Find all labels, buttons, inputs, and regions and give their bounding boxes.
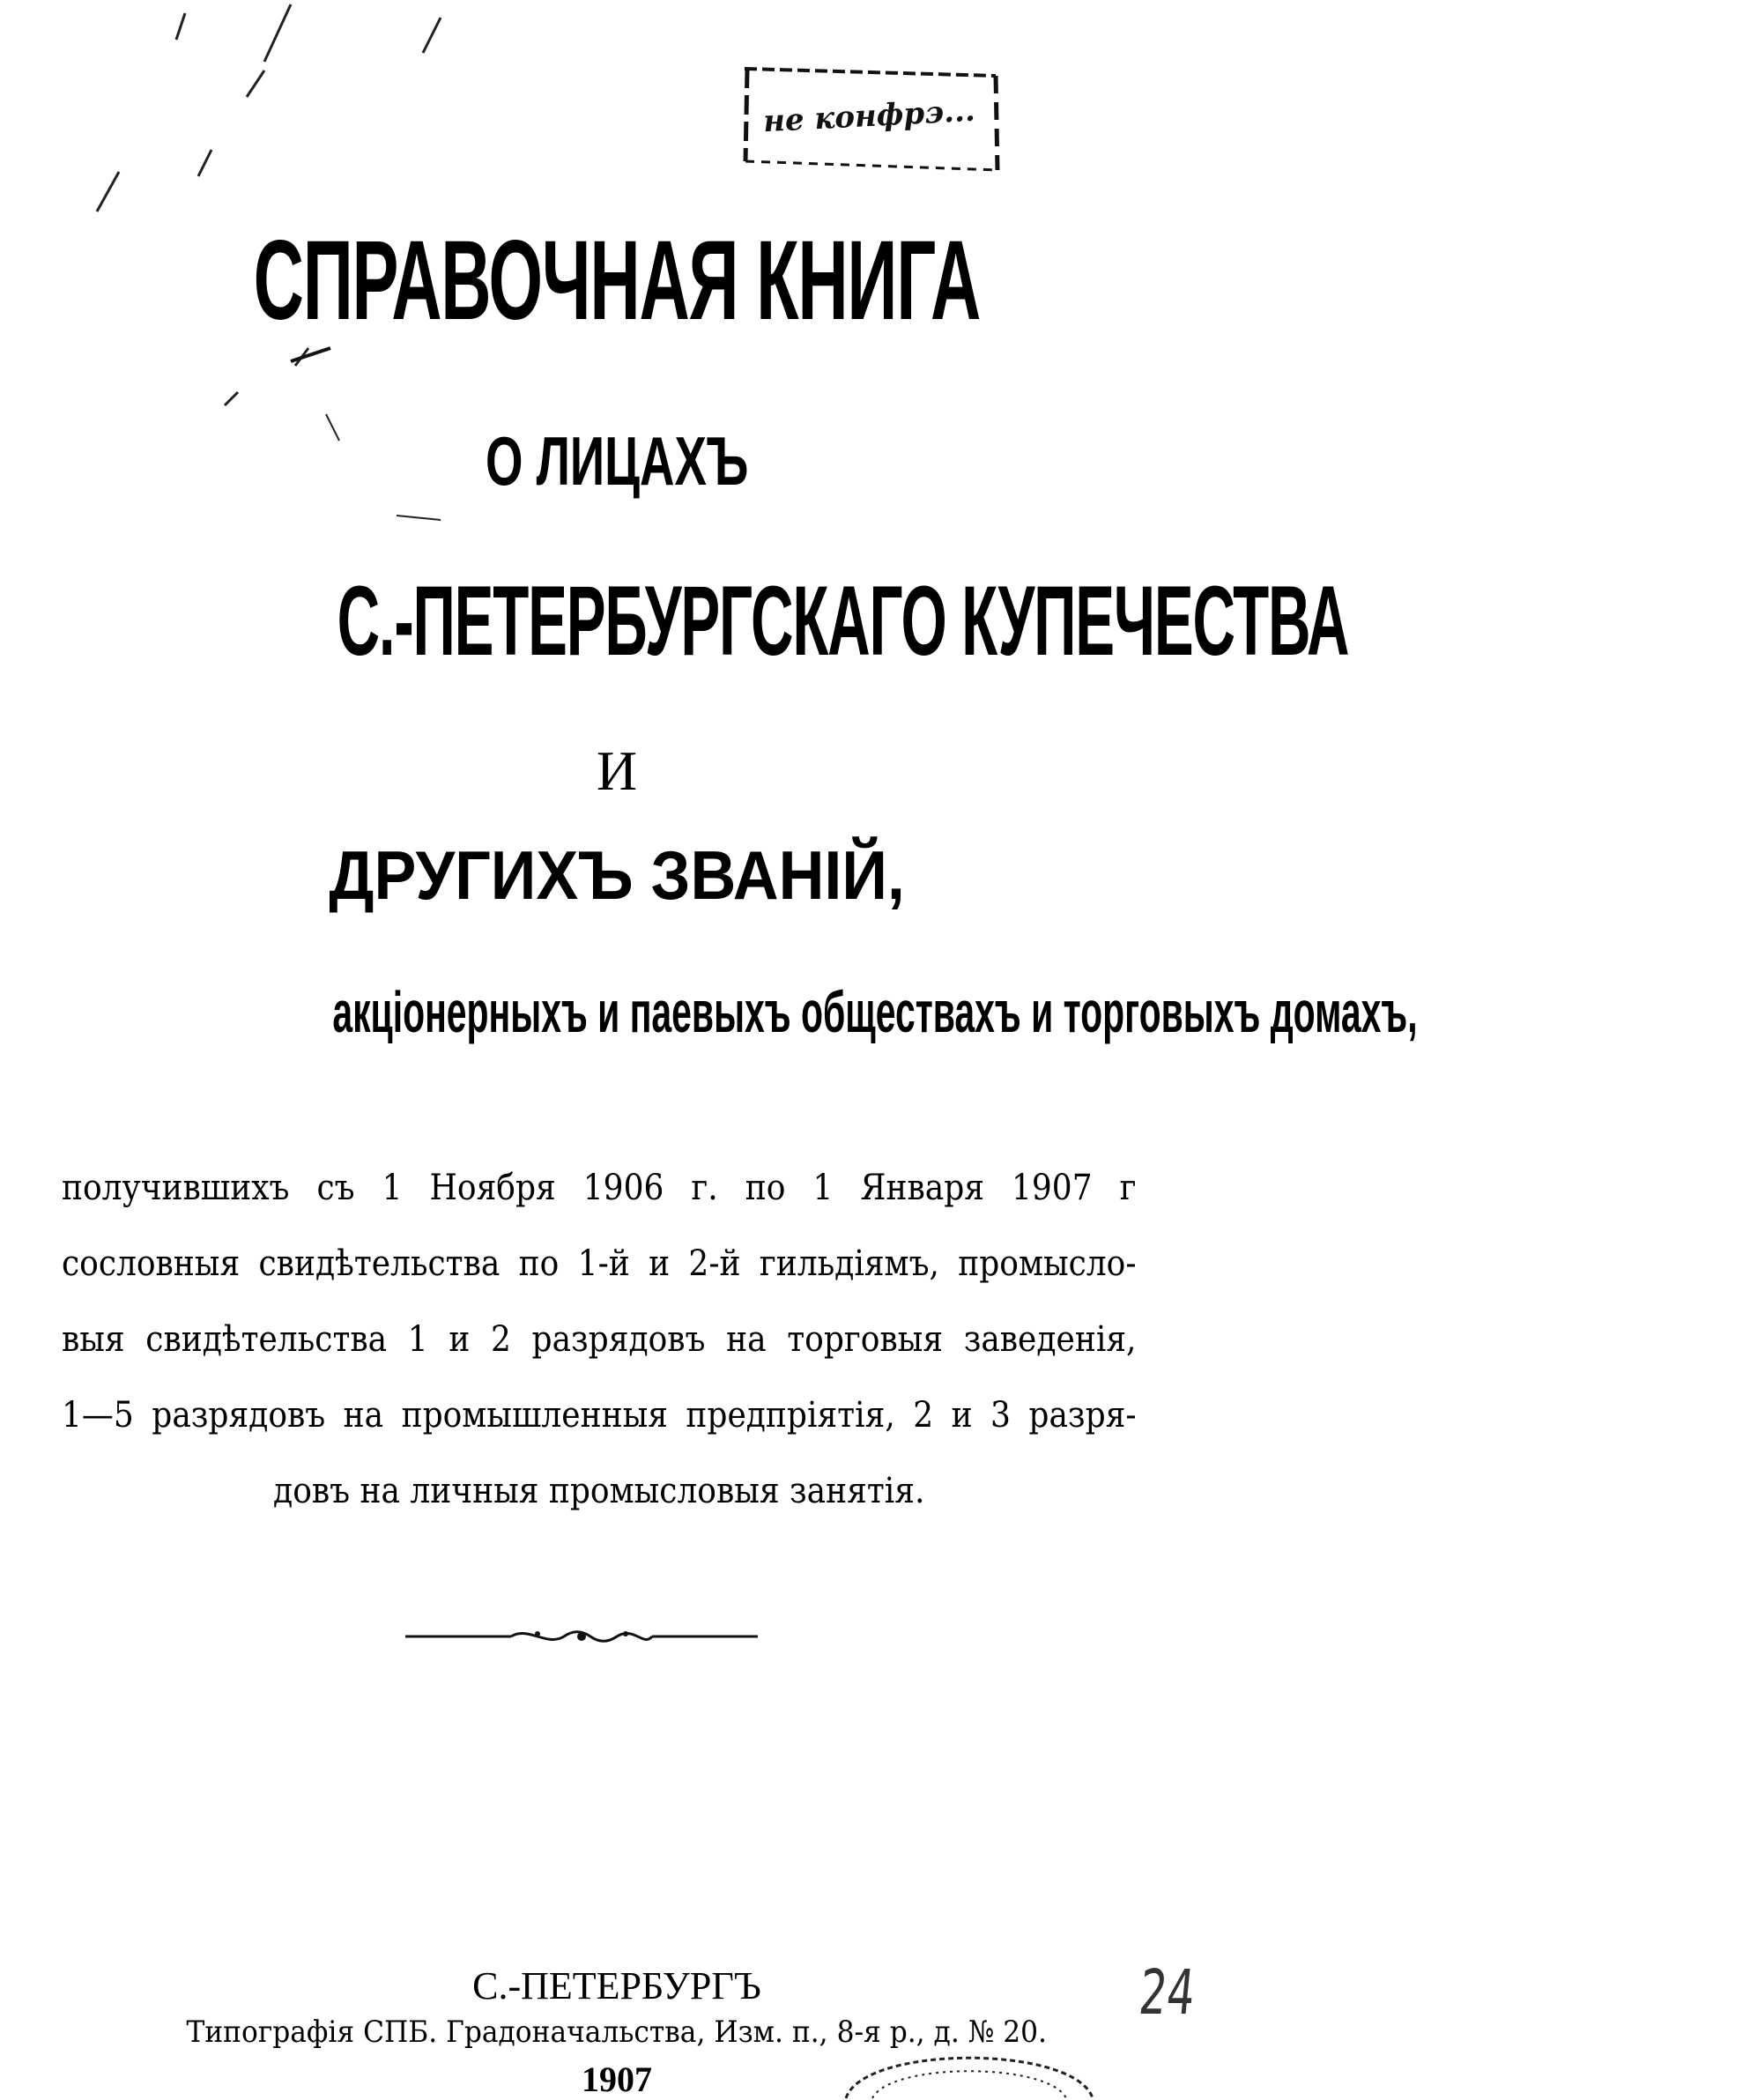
description-paragraph <box>62 1150 1137 1529</box>
description-line: сословныя свидѣтельства по 1-й и 2-й гильдіямъ, промысло- <box>62 1243 1137 1284</box>
stamp-text: не конфрэ... <box>762 93 976 140</box>
ornament-divider <box>397 1623 767 1650</box>
subtitle-merchants: С.-ПЕТЕРБУРГСКАГО КУПЕЧЕСТВА <box>337 566 1349 676</box>
handwritten-number: 24 <box>1136 1956 1198 2029</box>
subtitle-and: И <box>596 739 638 802</box>
description-line: выя свидѣтельства 1 и 2 разрядовъ на торговыя заведенія, <box>62 1319 1137 1360</box>
title-line-2-wrap <box>0 421 1234 501</box>
book-title: СПРАВОЧНАЯ КНИГА <box>253 218 981 344</box>
imprint-city: С.-ПЕТЕРБУРГЪ <box>472 1964 761 2007</box>
subtitle-about: О ЛИЦАХЪ <box>485 422 749 500</box>
imprint-year: 1907 <box>582 2059 652 2099</box>
imprint-printer: Типографія СПБ. Градоначальства, Изм. п., 8-я р., д. № 20. <box>186 2015 1048 2050</box>
description-line: 1—5 разрядовъ на промышленныя предпріятія, 2 и 3 разря- <box>62 1395 1137 1436</box>
title-line-5-wrap <box>0 835 1234 916</box>
description-line: довъ на личныя промысловыя занятія. <box>273 1471 925 1511</box>
title-line-3-wrap <box>0 564 1349 678</box>
subtitle-other-ranks: ДРУГИХЪ ЗВАНІЙ, <box>329 836 905 914</box>
library-seal <box>837 2027 1101 2098</box>
title-line-1-wrap <box>0 216 1234 345</box>
title-line-6-wrap <box>0 978 1418 1045</box>
subtitle-societies: акціонерныхъ и паевыхъ обществахъ и торговыхъ домахъ, <box>332 979 1418 1044</box>
description-line: получившихъ съ 1 Ноября 1906 г. по 1 Января 1907 г <box>62 1168 1137 1208</box>
